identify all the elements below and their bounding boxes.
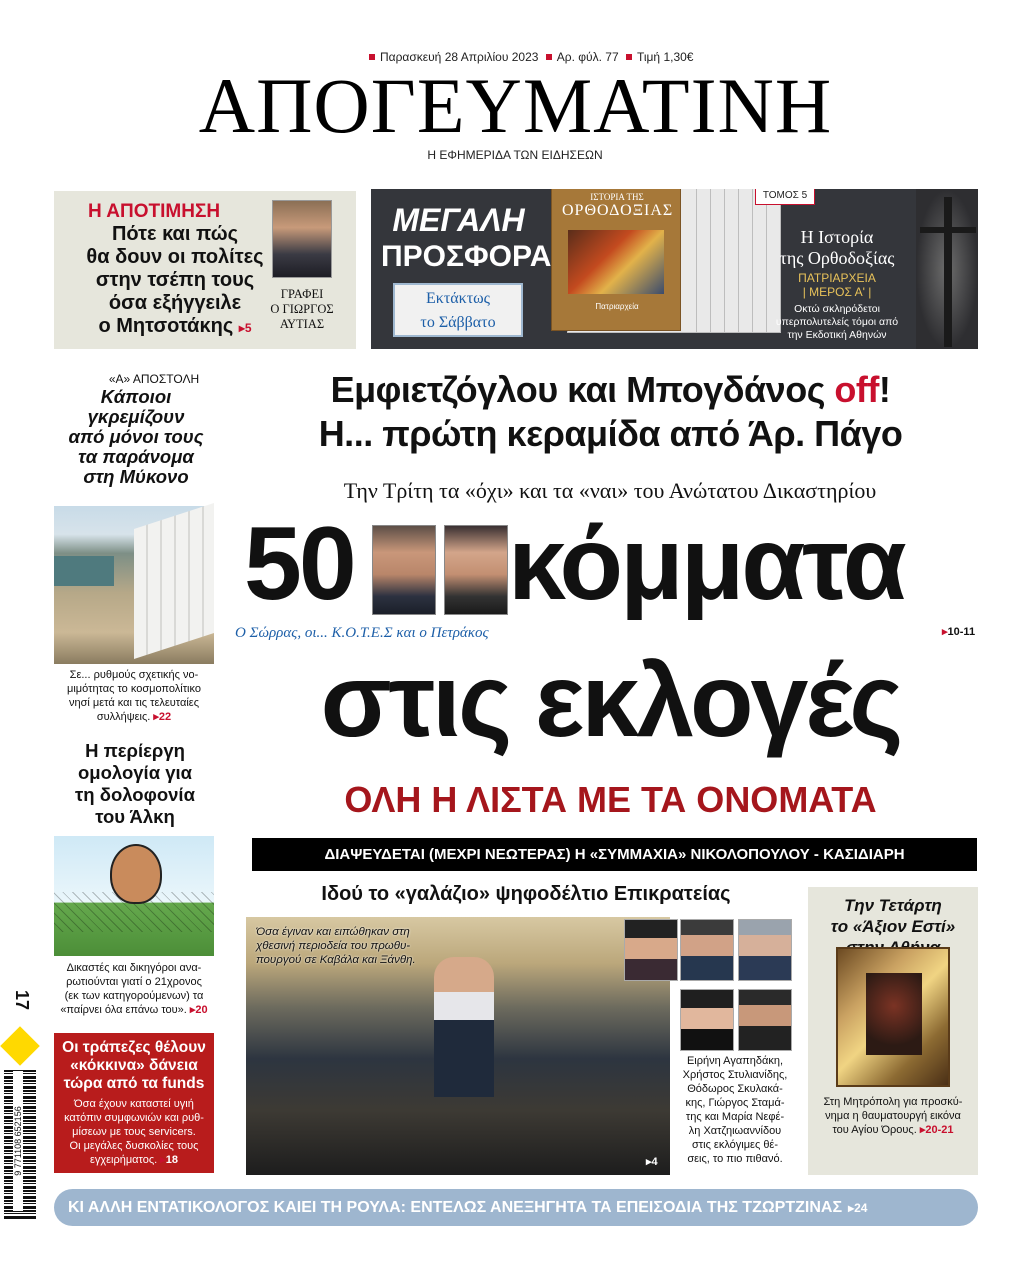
story-caption: Όσα έχουν καταστεί υγιή κατόπιν συμφωνιών και ρυθ- μίσεων με τους servicers. Οι μεγάλες δυσκολίες τους εγχειρήματος. ▸18 xyxy=(64,1098,204,1166)
headline-line: όσα εξήγγειλε xyxy=(108,292,242,314)
volume-badge: ΤΟΜΟΣ 5 xyxy=(755,189,815,205)
story-headline-mykonos[interactable]: Κάποιοι γκρεμίζουν από μόνοι τους τα παράνομα στη Μύκονο xyxy=(68,386,204,487)
candidate-photo xyxy=(680,989,734,1051)
issue-number: Αρ. φύλ. 77 xyxy=(556,50,619,64)
series-description: Οκτώ σκληρόδετοι υπερπολυτελείς τόμοι από την Εκδοτική Αθηνών xyxy=(775,303,899,341)
box-headline: Την Τετάρτη το «Άξιον Εστί» xyxy=(830,896,956,936)
mural-photo xyxy=(54,836,214,956)
story-banks-box[interactable] xyxy=(54,1033,214,1173)
issue-sequence: 17 xyxy=(12,990,32,1011)
page-ref: ▸24 xyxy=(848,1201,868,1215)
lead-deck: Την Τρίτη τα «όχι» και τα «ναι» του Ανώτατου Δικαστηρίου xyxy=(343,478,877,503)
diamond-icon xyxy=(0,1026,40,1066)
sorras-photo xyxy=(372,525,436,615)
story-caption: Δικαστές και δικηγόροι ανα- ρωτιούνται γιατί ο 21χρονος (εκ των κατηγορούμενων) τα «παίρνει όλα επάνω του». ▸20 xyxy=(60,962,208,1016)
headline-line: στην τσέπη τους xyxy=(95,269,255,291)
columnist-byline: ΓΡΑΦΕΙ Ο ΓΙΩΡΓΟΣ ΑΥΤΙΑΣ xyxy=(270,287,334,331)
headline-line: Πότε και πώς xyxy=(111,223,239,245)
ballot-headline[interactable]: Ιδού το «γαλάζιο» ψηφοδέλτιο Επικρατείας xyxy=(321,883,731,905)
candidates-caption: Ειρήνη Αγαπηδάκη, Χρήστος Στυλιανίδης, Θόδωρος Σκυλακά- κης, Γιώργος Σταμά- της και Μαρία Νεφέ- λη Χατζηιωαννίδου στις εκλόγιμες θέ- σεις, το πιο πιθανό. xyxy=(682,1055,788,1165)
offer-title: ΜΕΓΑΛΗ xyxy=(392,202,525,238)
story-kicker: «Α» ΑΠΟΣΤΟΛΗ xyxy=(108,372,200,386)
page-ref: ▸20-21 xyxy=(919,1124,954,1136)
book-cover: ΙΣΤΟΡΙΑ ΤΗΣ ΟΡΘΟΔΟΞΙΑΣ Πατριαρχεία xyxy=(551,189,681,331)
page-ref: ▸22 xyxy=(153,711,172,723)
axion-esti-box[interactable] xyxy=(808,887,978,1175)
issue-price: Τιμή 1,30€ xyxy=(636,50,694,64)
page-ref: ▸20 xyxy=(189,1004,208,1016)
bottom-headline: ΚΙ ΑΛΛΗ ΕΝΤΑΤΙΚΟΛΟΓΟΣ ΚΑΙΕΙ ΤΗ ΡΟΥΛΑ: ΕΝΤΕΛΩΣ ΑΝΕΞΗΓΗΤΑ ΤΑ ΕΠΕΙΣΟΔΙΑ ΤΗΣ ΤΖΩΡΤΖΙΝΑΣ xyxy=(68,1199,843,1216)
big-headline-word: κόμματα xyxy=(508,506,904,622)
page-ref: ▸10-11 xyxy=(942,626,976,638)
lead-subline: Ο Σώρρας, οι... Κ.Ο.Τ.Ε.Σ και ο Πετράκος xyxy=(235,625,489,641)
offer-date-button[interactable]: Εκτάκτως το Σάββατο xyxy=(393,283,523,337)
issue-date: Παρασκευή 28 Απριλίου 2023 xyxy=(380,50,539,64)
page-ref: ▸4 xyxy=(646,1156,658,1168)
candidate-photo xyxy=(680,919,734,981)
bottom-news-bar[interactable] xyxy=(54,1189,978,1226)
story-headline: Οι τράπεζες θέλουν «κόκκινα» δάνεια τώρα από τα funds xyxy=(62,1039,206,1092)
box-caption: Στη Μητρόπολη για προσκύ- νημα η θαυματουργή εικόνα του Αγίου Όρους. ▸20-21 xyxy=(823,1096,963,1136)
series-title: Η Ιστορία της Ορθοδοξίας xyxy=(779,227,895,268)
lead-headline[interactable]: Εμφιετζόγλου και Μπογδάνος off! Η... πρώτη κεραμίδα από Άρ. Πάγο xyxy=(318,369,903,454)
list-headline[interactable]: ΟΛΗ Η ΛΙΣΤΑ ΜΕ ΤΑ ΟΝΟΜΑΤΑ xyxy=(344,779,877,820)
icon-painting xyxy=(568,230,664,294)
page-ref: ▸18 xyxy=(160,1154,179,1166)
barcode-number: 9 771108 652156 xyxy=(13,1071,23,1211)
series-part: ΠΑΤΡΙΑΡΧΕΙΑ | ΜΕΡΟΣ Α' | xyxy=(798,271,876,299)
big-headline-line2: στις εκλογές xyxy=(320,643,901,759)
page-ref: ▸5 xyxy=(238,321,252,335)
big-number: 50 xyxy=(244,506,354,622)
headline-line: θα δουν οι πολίτες xyxy=(86,246,264,268)
icon-image xyxy=(836,947,950,1087)
newspaper-title: ΑΠΟΓΕΥΜΑΤΙΝΗ xyxy=(198,62,833,149)
story-caption: Σε... ρυθμούς σχετικής νο- μιμότητας το κοσμοπολίτικο νησί μετά και τις τελευταίες συλλήψεις. ▸22 xyxy=(67,669,201,723)
pm-figure xyxy=(434,957,494,1097)
offer-subtitle: ΠΡΟΣΦΟΡΑ xyxy=(381,240,552,273)
headline-line: ο Μητσοτάκης xyxy=(98,315,234,337)
candidate-photo xyxy=(738,919,792,981)
candidate-photo xyxy=(624,919,678,981)
newspaper-subtitle: Η ΕΦΗΜΕΡΙΔΑ ΤΩΝ ΕΙΔΗΣΕΩΝ xyxy=(427,148,603,162)
mykonos-photo xyxy=(54,506,214,664)
candidate-photo xyxy=(738,989,792,1051)
campaign-photo xyxy=(246,917,670,1175)
story-headline-alkis[interactable]: Η περίεργη ομολογία για τη δολοφονία του Άλκη xyxy=(75,740,195,827)
alliance-bar[interactable]: ΔΙΑΨΕΥΔΕΤΑΙ (ΜΕΧΡΙ ΝΕΩΤΕΡΑΣ) Η «ΣΥΜΜΑΧΙΑ» ΝΙΚΟΛΟΠΟΥΛΟΥ - ΚΑΣΙΔΙΑΡΗ xyxy=(252,838,977,871)
petrakos-photo xyxy=(444,525,508,615)
promo-kicker: Η ΑΠΟΤΙΜΗΣΗ xyxy=(88,201,221,222)
photo-caption: Όσα έγιναν και ειπώθηκαν στη χθεσινή περιοδεία του πρωθυ- πουργού σε Καβάλα και Ξάνθη. xyxy=(256,926,416,966)
offer-banner[interactable] xyxy=(371,189,978,349)
columnist-photo xyxy=(272,200,332,278)
